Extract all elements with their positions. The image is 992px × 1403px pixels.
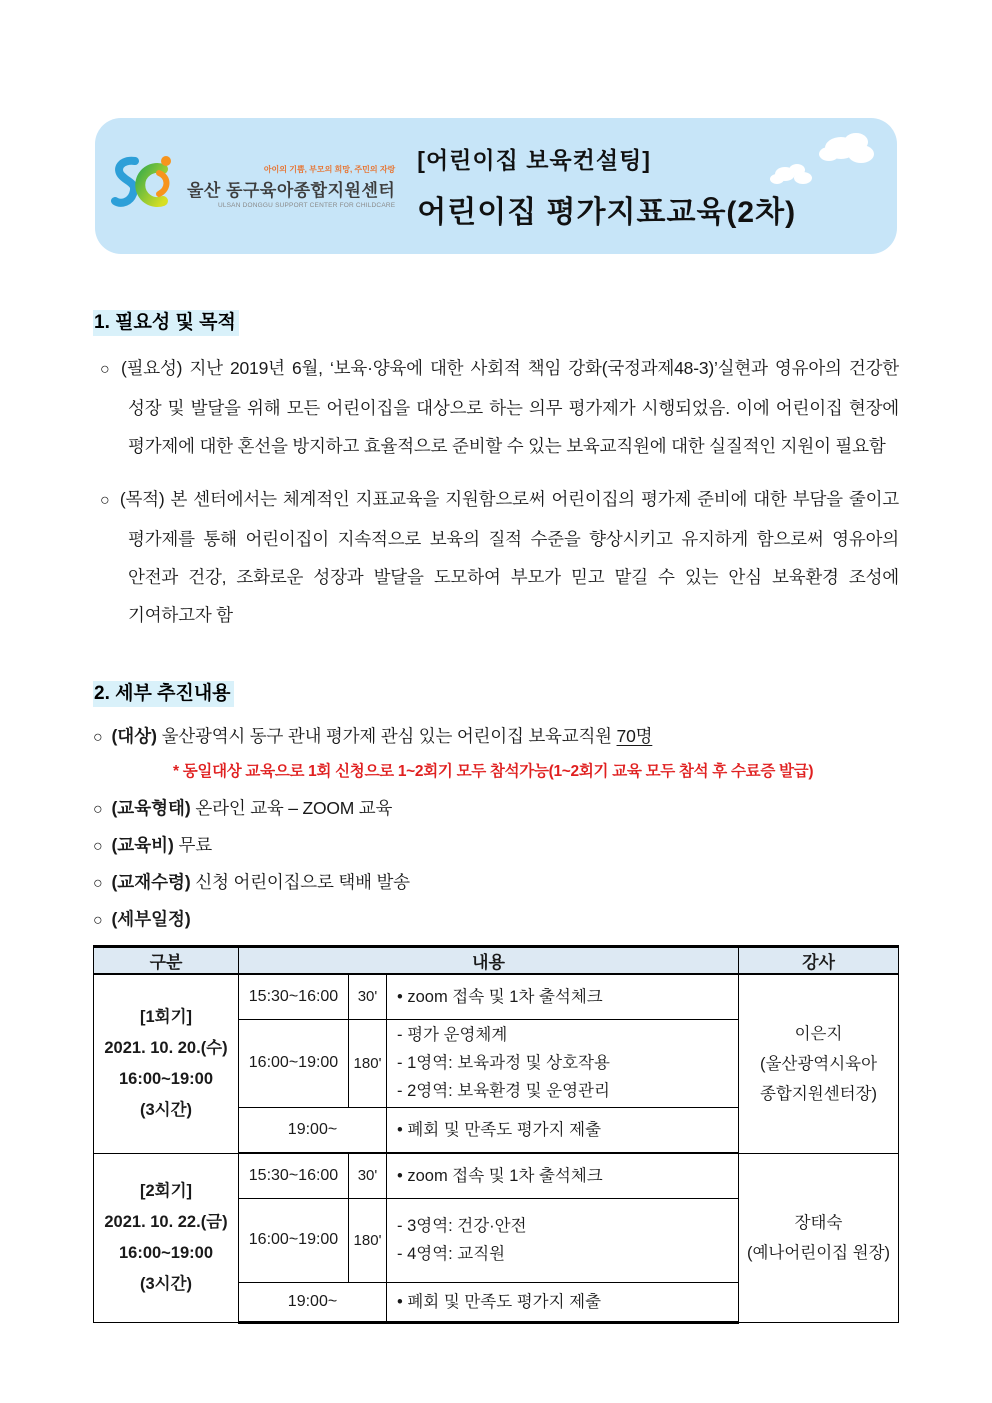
session2-label: [2회기] 2021. 10. 22.(금) 16:00~19:00 (3시간) (94, 1153, 239, 1322)
time-cell: 16:00~19:00 (239, 1198, 349, 1282)
time-cell: 16:00~19:00 (239, 1019, 349, 1107)
duration-cell: 30' (349, 1153, 387, 1198)
content-cell: • 폐회 및 만족도 평가지 제출 (387, 1107, 739, 1153)
circle-bullet-marker: ○ (93, 838, 103, 855)
org-logo-mark-icon (109, 149, 183, 224)
bullet-fee (93, 834, 899, 858)
bullet-text: 무료 (173, 835, 212, 855)
banner-title: 어린이집 평가지표교육(2차) (417, 195, 797, 229)
paragraph-text: (필요성) 지난 2019년 6월, ‘보육·양육에 대한 사회적 책임 강화(국정과제48-3)’실현과 영유아의 건강한 성장 및 발달을 위해 모든 어린이집을 대상으로 하는 의무 평가제가 시행되었음. 이에 어린이집 현장에 평가제에 대한 혼선을 방지하고 효율적으로 준비할 수 있는 보육교직원에 대한 실질적인 지원이 필요함 (120, 358, 899, 456)
time-cell: 15:30~16:00 (239, 974, 349, 1019)
header-lecturer: 강사 (739, 947, 899, 975)
org-name: 울산 동구육아종합지원센터 (187, 180, 396, 200)
bullet-label: (대상) (111, 726, 157, 746)
banner-subtitle: [어린이집 보육컨설팅] (417, 146, 651, 173)
bullet-label: (교육형태) (111, 798, 191, 818)
content-cell: • 폐회 및 만족도 평가지 제출 (387, 1282, 739, 1322)
circle-bullet-marker: ○ (100, 492, 111, 509)
header-banner (95, 118, 897, 254)
schedule-table (93, 945, 899, 1324)
table-header-row (94, 947, 899, 975)
table-row (94, 1153, 899, 1198)
clouds-icon (759, 128, 879, 195)
duration-cell: 180' (349, 1198, 387, 1282)
bullet-label: (세부일정) (111, 909, 191, 929)
banner-titles (417, 142, 796, 231)
content-cell: • zoom 접속 및 1차 출석체크 (387, 1153, 739, 1198)
bullet-schedule (93, 908, 899, 932)
time-cell: 19:00~ (239, 1107, 387, 1153)
org-name-english: ULSAN DONGGU SUPPORT CENTER FOR CHILDCARE (217, 201, 396, 209)
red-note: * 동일대상 교육으로 1회 신청으로 1~2회기 모두 참석가능(1~2회기 교육 모두 참석 후 수료증 발급) (173, 763, 814, 780)
content-cell: - 평가 운영체계 - 1영역: 보육과정 및 상호작용 - 2영역: 보육환경 및 운영관리 (387, 1019, 739, 1107)
section1-paragraph-purpose (93, 480, 899, 634)
content-cell: • zoom 접속 및 1차 출석체크 (387, 974, 739, 1019)
session2-lecturer: 장태숙 (예나어린이집 원장) (739, 1153, 899, 1322)
duration-cell: 30' (349, 974, 387, 1019)
duration-cell: 180' (349, 1019, 387, 1107)
section2-heading: 2. 세부 추진내용 (93, 678, 899, 705)
org-tagline: 아이의 기쁨, 부모의 희망, 주민의 자랑 (263, 164, 396, 174)
bullet-label: (교재수령) (111, 872, 191, 892)
bullet-target (93, 725, 899, 749)
table-row (94, 974, 899, 1019)
time-cell: 15:30~16:00 (239, 1153, 349, 1198)
bullet-materials (93, 871, 899, 895)
paragraph-text: (목적) 본 센터에서는 체계적인 지표교육을 지원함으로써 어린이집의 평가제 준비에 대한 부담을 줄이고 평가제를 통해 어린이집이 지속적으로 보육의 질적 수준을 향상시키고 유지하게 함으로써 영유아의 안전과 건강, 조화로운 성장과 발달을 도모하여 부모가 믿고 맡길 수 있는 안심 보육환경 조성에 기여하고자 함 (119, 489, 899, 625)
org-logo-text (187, 164, 395, 209)
circle-bullet-marker: ○ (100, 361, 112, 378)
time-cell: 19:00~ (239, 1282, 387, 1322)
circle-bullet-marker: ○ (93, 875, 103, 892)
bullet-text: 울산광역시 동구 관내 평가제 관심 있는 어린이집 보육교직원 (156, 726, 617, 746)
session1-lecturer: 이은지 (울산광역시육아 종합지원센터장) (739, 974, 899, 1153)
circle-bullet-marker: ○ (93, 729, 103, 746)
circle-bullet-marker: ○ (93, 801, 103, 818)
section1-paragraph-necessity (93, 349, 899, 465)
circle-bullet-marker: ○ (93, 912, 103, 929)
session1-label: [1회기] 2021. 10. 20.(수) 16:00~19:00 (3시간) (94, 974, 239, 1153)
bullet-label: (교육비) (111, 835, 174, 855)
header-content: 내용 (239, 947, 739, 975)
bullet-education-type (93, 797, 899, 821)
underlined-count: 70명 (616, 726, 653, 746)
bullet-text: 신청 어린이집으로 택배 발송 (190, 872, 410, 892)
org-logo (109, 149, 395, 224)
document-body (93, 254, 899, 1324)
header-category: 구분 (94, 947, 239, 975)
section1-heading: 1. 필요성 및 목적 (93, 307, 899, 334)
section2-bullets (93, 725, 899, 932)
content-cell: - 3영역: 건강·안전 - 4영역: 교직원 (387, 1198, 739, 1282)
bullet-text: 온라인 교육 – ZOOM 교육 (190, 798, 393, 818)
